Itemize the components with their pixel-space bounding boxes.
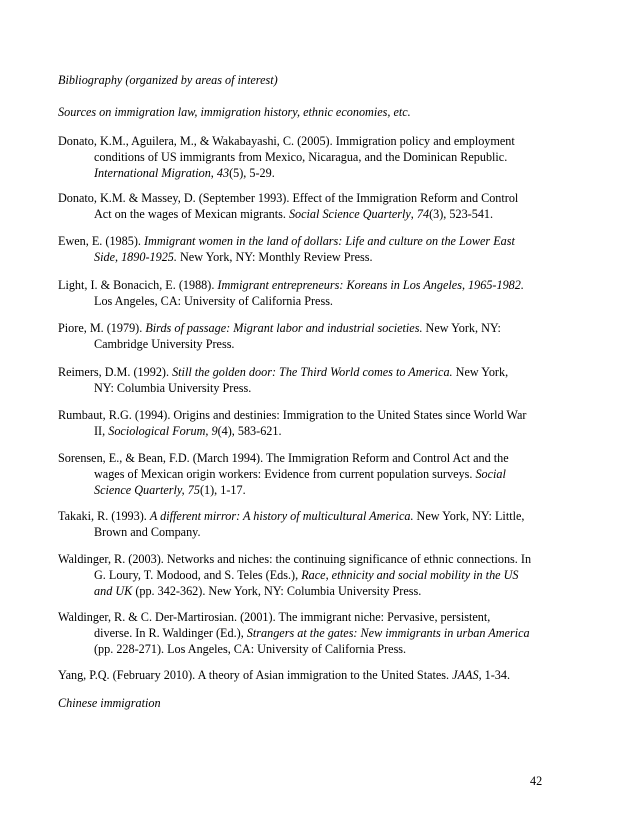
citation-entry-piore-1979 [58, 320, 558, 352]
citation-text: New York, NY: [422, 321, 501, 335]
citation-text: New York, NY: Little, [413, 509, 525, 523]
citation-entry-reimers-1992 [58, 364, 558, 396]
citation-line [58, 206, 558, 222]
citation-line [58, 149, 558, 165]
citation-text: (3), 523-541. [429, 207, 494, 221]
citation-line [58, 667, 558, 683]
citation-text: (pp. 342-362). New York, NY: Columbia University Press. [132, 584, 422, 598]
citation-text: , [210, 166, 217, 180]
citation-text: Reimers, D.M. (1992). [58, 365, 173, 379]
citation-line [58, 609, 558, 625]
citation-text: Waldinger, R. & C. Der-Martirosian. (2001). The immigrant niche: Pervasive, persistent, [58, 610, 491, 624]
citation-text: Piore, M. (1979). [58, 321, 146, 335]
section-heading-immigration-law: Sources on immigration law, immigration history, ethnic economies, etc. [58, 105, 411, 119]
citation-entry-light-bonacich-1988 [58, 277, 558, 309]
citation-line [58, 364, 558, 380]
journal-title: International Migration [94, 166, 211, 180]
citation-text: (1), 1-17. [199, 483, 246, 497]
citation-entry-yang-2010 [58, 667, 558, 683]
book-title: Still the golden door: The Third World comes to America. [172, 365, 453, 379]
journal-title: Social Science Quarterly [288, 207, 411, 221]
citation-line [58, 583, 558, 599]
book-title: Side, 1890-1925. [94, 250, 177, 264]
citation-text: Takaki, R. (1993). [58, 509, 150, 523]
section-heading-chinese-immigration: Chinese immigration [58, 696, 161, 710]
page-number: 42 [530, 774, 543, 788]
journal-title: JAAS [452, 668, 479, 682]
citation-line [58, 508, 558, 524]
volume-number: 43 [216, 166, 230, 180]
book-title: Immigrant entrepreneurs: Koreans in Los Angeles, 1965-1982. [217, 278, 524, 292]
citation-entry-waldinger-2003 [58, 551, 558, 599]
journal-title: Sociological Forum, 9 [108, 424, 218, 438]
citation-text: Act on the wages of Mexican migrants. [94, 207, 289, 221]
citation-text: Cambridge University Press. [94, 337, 235, 351]
book-title: and UK [94, 584, 133, 598]
citation-line [58, 482, 558, 498]
citation-line [58, 625, 558, 641]
citation-line [58, 641, 558, 657]
citation-line [58, 249, 558, 265]
citation-text: (5), 5-29. [229, 166, 275, 180]
citation-text: NY: Columbia University Press. [94, 381, 252, 395]
citation-line [58, 551, 558, 567]
citation-text: , [410, 207, 417, 221]
citation-entry-waldinger-der-martirosian-2001 [58, 609, 558, 657]
book-title: Birds of passage: Migrant labor and industrial societies. [145, 321, 423, 335]
citation-line [58, 423, 558, 439]
citation-entry-ewen-1985 [58, 233, 558, 265]
citation-text: Light, I. & Bonacich, E. (1988). [58, 278, 218, 292]
citation-text: New York, [452, 365, 509, 379]
citation-line [58, 293, 558, 309]
citation-line [58, 450, 558, 466]
citation-text: Donato, K.M. & Massey, D. (September 1993). Effect of the Immigration Reform and Control [58, 191, 519, 205]
book-title: A different mirror: A history of multicultural America. [149, 509, 414, 523]
citation-line [58, 466, 558, 482]
citation-text: Rumbaut, R.G. (1994). Origins and destinies: Immigration to the United States since World War [58, 408, 527, 422]
citation-line [58, 277, 558, 293]
book-title: Strangers at the gates: New immigrants in urban America [246, 626, 530, 640]
citation-text: Brown and Company. [94, 525, 201, 539]
bibliography-heading: Bibliography (organized by areas of interest) [58, 73, 278, 87]
citation-text: Yang, P.Q. (February 2010). A theory of Asian immigration to the United States. [58, 668, 453, 682]
citation-line [58, 190, 558, 206]
citation-text: G. Loury, T. Modood, and S. Teles (Eds.), [94, 568, 302, 582]
book-title: Race, ethnicity and social mobility in the US [301, 568, 519, 582]
citation-line [58, 380, 558, 396]
citation-text: New York, NY: Monthly Review Press. [176, 250, 373, 264]
citation-line [58, 336, 558, 352]
citation-text: Donato, K.M., Aguilera, M., & Wakabayashi, C. (2005). Immigration policy and employment [58, 134, 515, 148]
journal-title: Science Quarterly, 75 [94, 483, 200, 497]
citation-text: , 1-34. [478, 668, 511, 682]
citation-text: conditions of US immigrants from Mexico, Nicaragua, and the Dominican Republic. [94, 150, 508, 164]
citation-entry-rumbaut-1994 [58, 407, 558, 439]
citation-text: II, [94, 424, 109, 438]
citation-text: Sorensen, E., & Bean, F.D. (March 1994). The Immigration Reform and Control Act and the [58, 451, 509, 465]
citation-text: diverse. In R. Waldinger (Ed.), [94, 626, 247, 640]
citation-text: wages of Mexican origin workers: Evidence from current population surveys. [94, 467, 476, 481]
citation-entry-takaki-1993 [58, 508, 558, 540]
citation-line [58, 320, 558, 336]
book-title: Immigrant women in the land of dollars: Life and culture on the Lower East [143, 234, 515, 248]
citation-text: (pp. 228-271). Los Angeles, CA: University of California Press. [94, 642, 407, 656]
citation-line [58, 567, 558, 583]
journal-title: Social [475, 467, 506, 481]
citation-line [58, 165, 558, 181]
citation-text: Waldinger, R. (2003). Networks and niches: the continuing significance of ethnic connections. In [58, 552, 532, 566]
citation-line [58, 524, 558, 540]
citation-text: Ewen, E. (1985). [58, 234, 144, 248]
citation-line [58, 133, 558, 149]
citation-line [58, 407, 558, 423]
citation-entry-donato-massey-1993 [58, 190, 558, 222]
citation-entry-donato-2005 [58, 133, 558, 181]
citation-entry-sorensen-bean-1994 [58, 450, 558, 498]
citation-text: Los Angeles, CA: University of California Press. [94, 294, 333, 308]
citation-line [58, 233, 558, 249]
citation-text: (4), 583-621. [217, 424, 282, 438]
volume-number: 74 [416, 207, 430, 221]
